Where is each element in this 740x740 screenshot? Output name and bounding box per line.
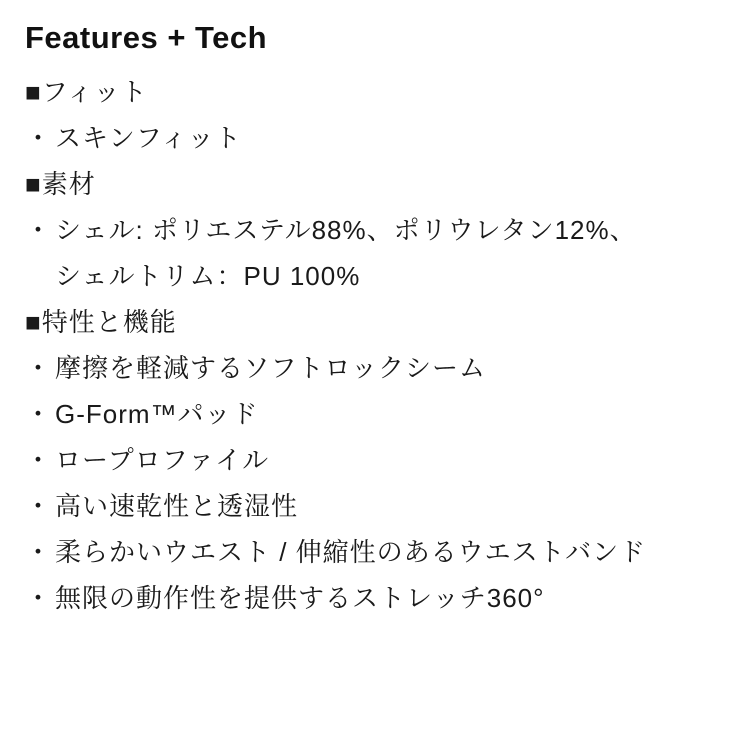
bullet-marker: ・ (25, 123, 53, 153)
list-item (25, 437, 716, 483)
list-item-continuation (25, 253, 716, 299)
section-heading-text: 素材 (41, 169, 96, 199)
section-square-marker: ■ (25, 307, 42, 337)
list-item (25, 207, 716, 253)
list-item-text: 高い速乾性と透湿性 (55, 491, 299, 521)
section-heading-material (25, 161, 716, 207)
list-item-text: ロープロファイル (55, 445, 270, 475)
section-heading-features (25, 299, 716, 345)
list-item-text: シェル: ポリエステル88%、ポリウレタン12%、 (55, 215, 637, 245)
page-title: Features + Tech (25, 20, 268, 55)
section-heading-text: フィット (41, 77, 148, 107)
list-item (25, 575, 716, 621)
bullet-marker: ・ (25, 445, 53, 475)
list-item-text: スキンフィット (55, 123, 242, 153)
list-item (25, 391, 716, 437)
section-heading-text: 特性と機能 (41, 307, 177, 337)
list-item-text: 柔らかいウエスト / 伸縮性のあるウエストバンド (55, 537, 647, 567)
list-item-text: 摩擦を軽減するソフトロックシーム (55, 353, 486, 383)
bullet-marker: ・ (25, 399, 53, 429)
list-item (25, 115, 716, 161)
bullet-marker: ・ (25, 215, 53, 245)
list-item (25, 345, 716, 391)
list-item (25, 529, 716, 575)
section-square-marker: ■ (25, 77, 42, 107)
bullet-marker: ・ (25, 353, 53, 383)
list-item-text: シェルトリム：PU 100% (55, 261, 361, 291)
bullet-marker: ・ (25, 583, 53, 613)
bullet-marker: ・ (25, 537, 53, 567)
section-square-marker: ■ (25, 169, 42, 199)
list-item-text: G-Form™パッド (55, 399, 259, 429)
list-item-text: 無限の動作性を提供するストレッチ360° (55, 583, 545, 613)
list-item (25, 483, 716, 529)
section-heading-fit (25, 69, 716, 115)
bullet-marker: ・ (25, 491, 53, 521)
